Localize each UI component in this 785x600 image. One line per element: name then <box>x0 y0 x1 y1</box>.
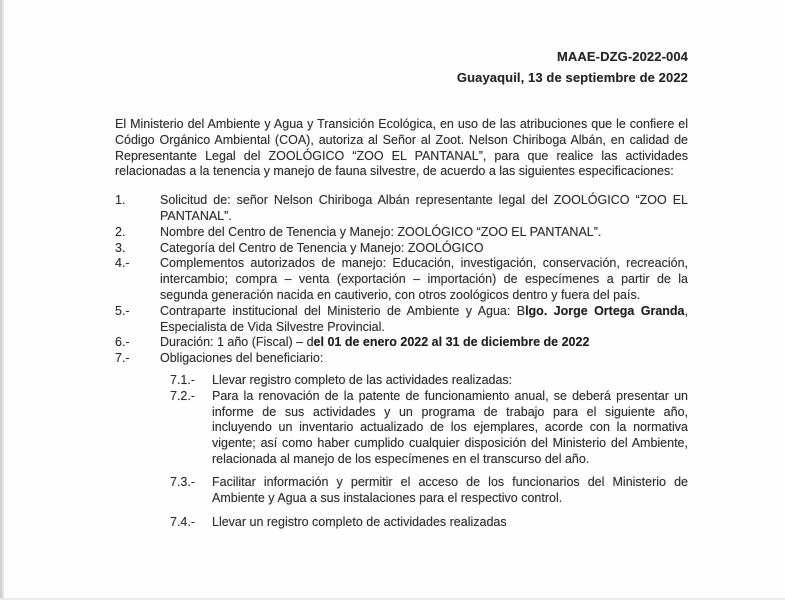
list-item-6 <box>115 335 688 351</box>
specifications-list <box>115 193 688 367</box>
list-item-5 <box>115 304 688 336</box>
sub-item-text: Facilitar información y permitir el acceso de los funcionarios del Ministerio de Ambiente y Agua a sus instalaciones para el respectivo control. <box>212 474 688 505</box>
sub-item-7-3 <box>170 475 688 507</box>
list-item-number: 6.- <box>115 335 130 350</box>
list-item-text: Complementos autorizados de manejo: Educación, investigación, conservación, recreación, intercambio; compra – venta (exportación – importación) de especímenes a partir de la segunda generación nacida en cautiverio, con otros zoológicos dentro y fuera del país. <box>160 256 688 302</box>
list-item-text: Solicitud de: señor Nelson Chiriboga Albán representante legal del ZOOLÓGICO “ZOO EL PANTANAL”. <box>160 193 688 223</box>
list-item-text-bold: el 01 de enero 2022 al 31 de diciembre de 2022 <box>313 335 590 350</box>
list-item-text-pre: Contraparte institucional del Ministerio de Ambiente y Agua: B <box>160 303 526 318</box>
list-item-number: 2. <box>115 224 126 239</box>
list-item-text-bold: lgo. Jorge Ortega Granda <box>525 303 685 318</box>
intro-paragraph: El Ministerio del Ambiente y Agua y Transición Ecológica, en uso de las atribuciones que le confiere el Código Orgánico Ambiental (COA), autoriza al Señor al Zoot. Nelson Chiriboga Albán, en calidad de Representante Legal del ZOOLÓGICO “ZOO EL PANTANAL”, para que realice las actividades relacionadas a la tenencia y manejo de fauna silvestre, de acuerdo a las siguientes especificaciones: <box>115 117 688 179</box>
list-item-text <box>160 304 688 336</box>
list-item-2 <box>115 225 688 241</box>
sub-item-7-1 <box>170 373 688 389</box>
list-item-text-post: , Especialista de Vida Silvestre Provincial. <box>160 303 688 334</box>
sub-item-7-4 <box>170 515 688 531</box>
list-item-number: 4.- <box>115 256 130 271</box>
list-item-text <box>160 335 688 351</box>
list-item-text: Categoría del Centro de Tenencia y Manejo: ZOOLÓGICO <box>160 240 484 255</box>
list-item-7 <box>115 351 688 367</box>
date-line: Guayaquil, 13 de septiembre de 2022 <box>456 70 688 85</box>
sub-item-number: 7.1.- <box>170 372 196 387</box>
list-item-number: 5.- <box>115 303 130 318</box>
list-item-text-pre: Duración: 1 año (Fiscal) – d <box>160 335 314 350</box>
sub-item-number: 7.4.- <box>170 515 196 530</box>
list-item-1 <box>115 193 688 225</box>
list-item-number: 1. <box>115 193 126 208</box>
list-item-text: Obligaciones del beneficiario: <box>160 351 324 366</box>
sub-item-text: Para la renovación de la patente de funcionamiento anual, se deberá presentar un informe de sus actividades y un programa de trabajo para el siguiente año, incluyendo un inventario actualizado de los ejemplares, acorde con la normativa vigente; así como haber cumplido cualquier disposición del Ministerio del Ambiente, relacionada al manejo de los especímenes en el transcurso del año. <box>212 388 688 466</box>
document-content <box>115 46 688 531</box>
obligations-sublist <box>170 373 688 531</box>
sub-item-7-2 <box>170 389 688 468</box>
sub-item-number: 7.3.- <box>170 474 196 489</box>
list-item-3 <box>115 241 688 257</box>
sub-item-text: Llevar registro completo de las actividades realizadas: <box>212 372 513 387</box>
reference-number: MAAE-DZG-2022-004 <box>556 49 688 64</box>
list-item-number: 3. <box>115 240 126 255</box>
sub-item-text: Llevar un registro completo de actividades realizadas <box>212 515 507 530</box>
scan-left-edge <box>0 0 4 600</box>
list-item-number: 7.- <box>115 351 130 366</box>
list-item-4 <box>115 256 688 303</box>
document-header <box>115 46 688 88</box>
sub-item-number: 7.2.- <box>170 388 196 403</box>
list-item-text: Nombre del Centro de Tenencia y Manejo: ZOOLÓGICO “ZOO EL PANTANAL”. <box>160 224 602 239</box>
